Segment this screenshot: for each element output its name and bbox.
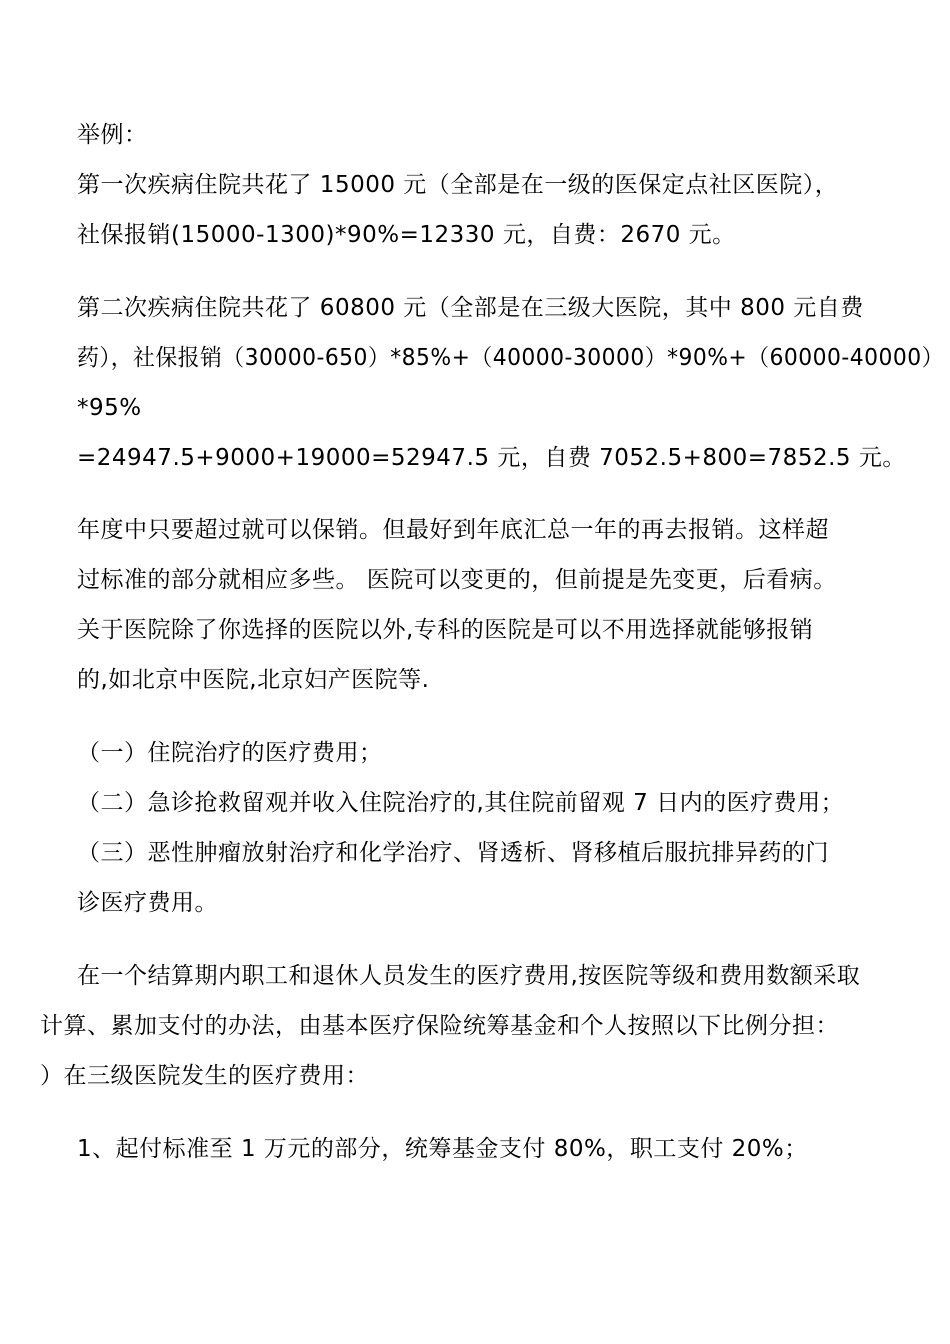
case2-line-1: 第二次疾病住院共花了 60800 元（全部是在三级大医院，其中 800 元自费 [77, 295, 864, 321]
case1-line-2: 社保报销(15000-1300)*90%=12330 元，自费：2670 元。 [77, 222, 736, 248]
case2-line-2: 药），社保报销（30000-650）*85%+（40000-30000）*90%+（60000-40000） [77, 345, 944, 371]
example-heading: 举例： [77, 122, 148, 148]
note-line-1: 年度中只要超过就可以保销。但最好到年底汇总一年的再去报销。这样超 [77, 517, 829, 543]
case2-line-3: *95% [77, 395, 142, 421]
list-item-3-line-1: （三）恶性肿瘤放射治疗和化学治疗、肾透析、肾移植后服抗排异药的门 [77, 840, 829, 866]
note-line-2: 过标准的部分就相应多些。 医院可以变更的，但前提是先变更，后看病。 [77, 567, 837, 593]
settlement-line-2: 计算、累加支付的办法，由基本医疗保险统筹基金和个人按照以下比例分担： [40, 1013, 839, 1039]
case2-line-4: =24947.5+9000+19000=52947.5 元，自费 7052.5+800=7852.5 元。 [77, 445, 906, 471]
settlement-line-1: 在一个结算期内职工和退休人员发生的医疗费用,按医院等级和费用数额采取 [77, 963, 861, 989]
note-line-3: 关于医院除了你选择的医院以外,专科的医院是可以不用选择就能够报销 [77, 617, 814, 643]
list-item-3-line-2: 诊医疗费用。 [77, 890, 218, 916]
case1-line-1: 第一次疾病住院共花了 15000 元（全部是在一级的医保定点社区医院）， [77, 172, 839, 198]
list-item-1: （一）住院治疗的医疗费用； [77, 740, 383, 766]
rule-item-1: 1、起付标准至 1 万元的部分，统筹基金支付 80%，职工支付 20%； [77, 1136, 808, 1162]
list-item-2: （二）急诊抢救留观并收入住院治疗的,其住院前留观 7 日内的医疗费用； [77, 790, 845, 816]
note-line-4: 的,如北京中医院,北京妇产医院等. [77, 667, 430, 693]
settlement-line-3: ）在三级医院发生的医疗费用： [40, 1063, 369, 1089]
